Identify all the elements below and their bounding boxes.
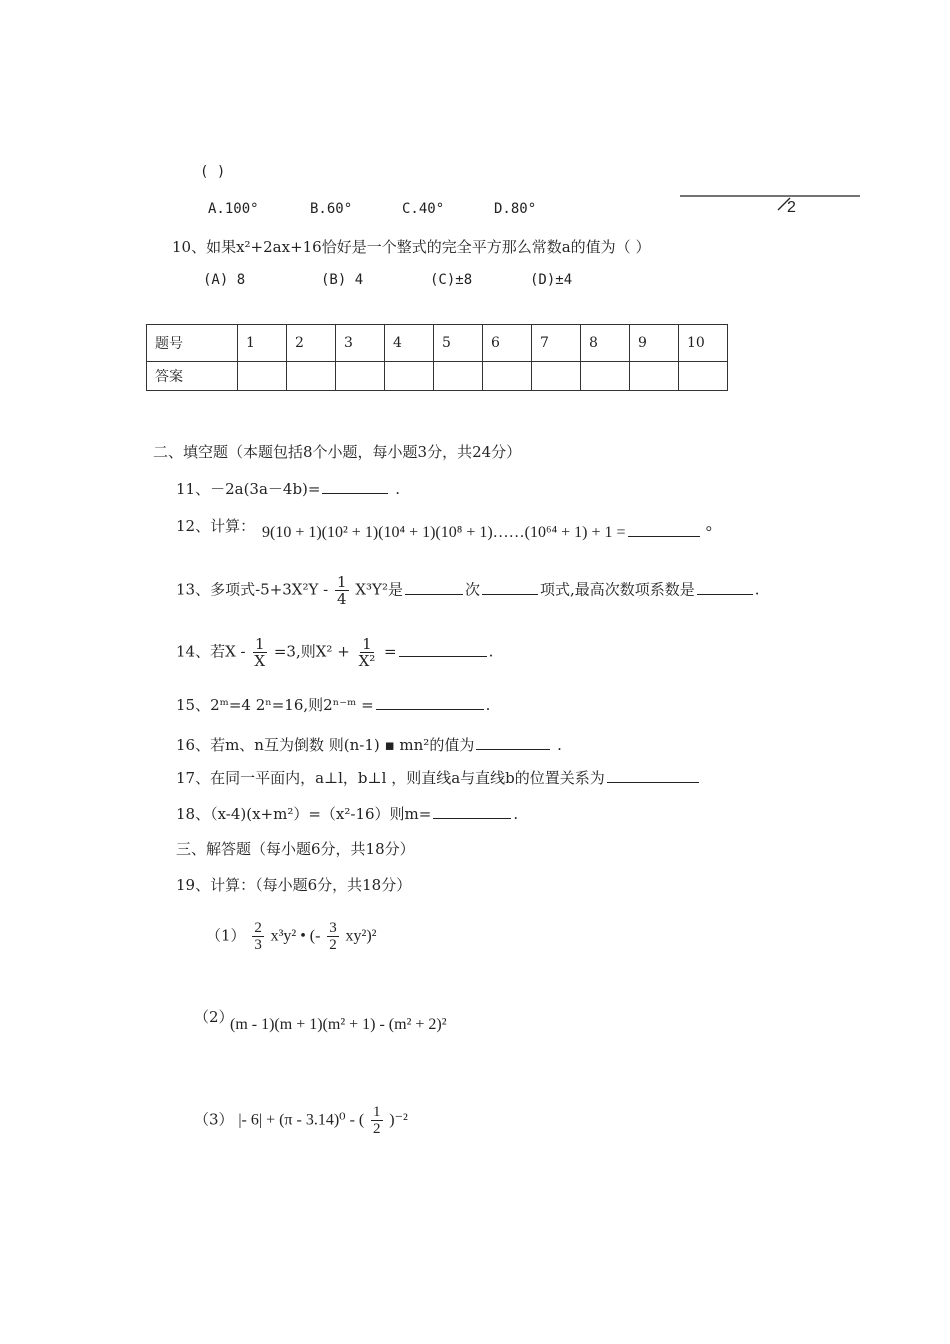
q14-frac2-num: 1 (362, 635, 372, 653)
q12-blank[interactable] (628, 536, 700, 537)
part1-mid: x³y² • (- (270, 927, 321, 945)
q11 (176, 478, 400, 499)
answer-cell[interactable] (238, 362, 287, 391)
table-cell-number: 7 (532, 325, 581, 362)
answer-cell[interactable] (679, 362, 728, 391)
figure-label: 2 (787, 199, 796, 216)
q17 (176, 767, 701, 788)
q17-text: 17、在同一平面内，a⊥l，b⊥l ，则直线a与直线b的位置关系为 (176, 769, 605, 787)
part1-end: xy²)² (345, 927, 377, 945)
q10-option-a: (A) 8 (203, 272, 246, 288)
q9-option-d: D.80° (494, 201, 537, 217)
answer-cell[interactable] (287, 362, 336, 391)
q14-fraction-2 (357, 636, 378, 669)
q9-option-c: C.40° (402, 201, 445, 217)
part3-end: )⁻² (389, 1111, 408, 1129)
q16-blank[interactable] (476, 749, 550, 750)
answer-table (146, 324, 728, 391)
q14-frac1-num: 1 (254, 635, 265, 653)
q19-part3 (194, 1104, 408, 1137)
q11-text: 11、－2a(3a－4b)= (176, 480, 321, 498)
q12-expr: 9(10 + 1)(10² + 1)(10⁴ + 1)(10⁸ + 1)……(10⁶⁴ + 1) + 1 = (262, 524, 626, 541)
q13-blank-3[interactable] (697, 594, 753, 595)
part1-frac1-num: 2 (254, 920, 262, 936)
table-cell-number: 3 (336, 325, 385, 362)
q13 (176, 574, 760, 607)
part2-label: （2） (194, 1008, 234, 1026)
q13-frac-den: 4 (337, 590, 347, 608)
part3-label: （3） (194, 1110, 234, 1129)
q14-end: . (488, 642, 494, 661)
q19-part1 (206, 920, 376, 953)
part1-frac1-den: 3 (254, 937, 262, 953)
q14-frac2-den: X² (358, 652, 376, 670)
q13-frac-num: 1 (337, 573, 347, 591)
q15-text: 15、2ᵐ=4 2ⁿ=16,则2ⁿ⁻ᵐ = (176, 696, 374, 714)
q10-option-d: (D)±4 (530, 272, 573, 288)
q13-mid: X³Y²是 (355, 580, 403, 599)
q15-blank[interactable] (376, 709, 484, 710)
q16 (176, 734, 562, 755)
table-cell-number: 4 (385, 325, 434, 362)
q9-option-a: A.100° (208, 201, 259, 217)
q13-blank-1[interactable] (405, 594, 463, 595)
q16-end: . (557, 736, 562, 754)
answer-cell[interactable] (385, 362, 434, 391)
q14 (176, 636, 493, 669)
table-row-answers (147, 362, 728, 391)
q11-end: . (395, 480, 401, 498)
q18-end: . (513, 805, 519, 823)
part1-label: （1） (206, 926, 246, 945)
q13-prefix: 13、多项式-5+3X²Y - (176, 580, 329, 599)
q13-end: . (754, 580, 760, 599)
q16-text: 16、若m、n互为倒数 则(n-1) ▪ mn²的值为 (176, 736, 475, 754)
table-cell-number: 1 (238, 325, 287, 362)
part1-frac2-num: 3 (329, 920, 337, 936)
part3-expr: |- 6| + (π - 3.14)⁰ - ( (238, 1111, 365, 1129)
q9-option-b: B.60° (310, 201, 353, 217)
table-row-numbers (147, 325, 728, 362)
table-cell-number: 9 (630, 325, 679, 362)
part1-frac2-den: 2 (329, 937, 337, 953)
q17-blank[interactable] (607, 782, 699, 783)
q14-fraction-1 (252, 636, 267, 669)
answer-cell[interactable] (434, 362, 483, 391)
q14-prefix: 14、若X - (176, 642, 246, 661)
q12-label: 12、计算： (176, 517, 256, 535)
answer-cell[interactable] (483, 362, 532, 391)
q18-blank[interactable] (433, 818, 511, 819)
q13-blank-2[interactable] (482, 594, 538, 595)
part3-fraction (371, 1104, 383, 1137)
answer-cell[interactable] (581, 362, 630, 391)
part1-fraction-2 (327, 920, 339, 953)
table-cell-number: 2 (287, 325, 336, 362)
q14-blank[interactable] (399, 656, 487, 657)
part1-fraction-1 (252, 920, 264, 953)
answer-cell[interactable] (630, 362, 679, 391)
angle-figure (678, 190, 862, 220)
q18 (176, 803, 518, 824)
q14-mid: =3,则X² + (273, 642, 350, 661)
answer-cell[interactable] (336, 362, 385, 391)
q14-eq: = (384, 642, 397, 661)
q14-frac1-den: X (254, 652, 266, 670)
q10-option-b: (B) 4 (321, 272, 364, 288)
q9-answer-paren: ( ) (200, 164, 226, 180)
table-cell-number: 5 (434, 325, 483, 362)
table-cell-number: 10 (679, 325, 728, 362)
q13-word-1: 次 (464, 580, 480, 599)
table-cell-number: 8 (581, 325, 630, 362)
part3-frac-den: 2 (373, 1121, 381, 1137)
table-cell-number: 6 (483, 325, 532, 362)
q10-option-c: (C)±8 (430, 272, 473, 288)
section3-title: 三、解答题（每小题6分，共18分） (176, 840, 415, 858)
q18-text: 18、（x-4)(x+m²）=（x²-16）则m= (176, 805, 432, 823)
section2-title: 二、填空题（本题包括8个小题，每小题3分，共24分） (153, 443, 522, 461)
part2-expression: (m - 1)(m + 1)(m² + 1) - (m² + 2)² (230, 1016, 447, 1033)
q15-end: . (485, 696, 491, 714)
answer-cell[interactable] (532, 362, 581, 391)
part3-frac-num: 1 (373, 1104, 381, 1120)
q11-blank[interactable] (322, 493, 388, 494)
table-header-label: 题号 (147, 325, 238, 362)
q10-text: 10、如果x²+2ax+16恰好是一个整式的完全平方那么常数a的值为（ ） (172, 238, 651, 256)
q13-fraction (335, 574, 349, 607)
q15 (176, 694, 490, 715)
q12-end: ° (705, 524, 712, 541)
q19-text: 19、计算：（每小题6分，共18分） (176, 876, 412, 894)
q13-word-2: 项式,最高次数项系数是 (539, 580, 695, 599)
table-answer-label: 答案 (147, 362, 238, 391)
q12-expression (262, 524, 712, 542)
